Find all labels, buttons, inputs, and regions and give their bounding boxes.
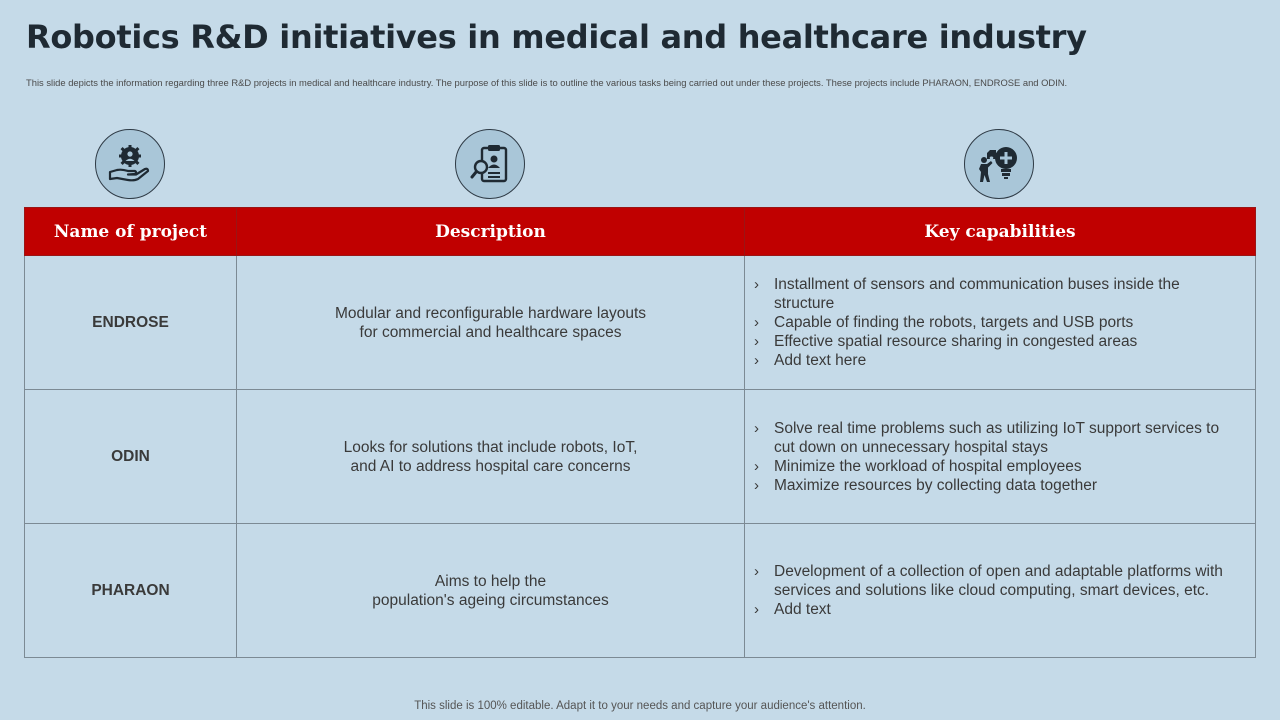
- description-line: for commercial and healthcare spaces: [359, 323, 622, 341]
- list-item: [754, 600, 1241, 619]
- bullet-chevron-icon: ›: [754, 352, 759, 369]
- bullet-chevron-icon: ›: [754, 563, 759, 580]
- project-description: [237, 256, 745, 390]
- capability-text: Minimize the workload of hospital employees: [774, 457, 1082, 475]
- list-item: [754, 275, 1241, 313]
- project-description: [237, 524, 745, 658]
- capabilities-list: [745, 562, 1255, 619]
- project-capabilities: [745, 390, 1256, 524]
- bullet-chevron-icon: ›: [754, 276, 759, 293]
- table-row: [25, 256, 1256, 390]
- hand-gear-person-icon: [95, 129, 165, 199]
- description-line: Modular and reconfigurable hardware layouts: [334, 304, 647, 322]
- bullet-chevron-icon: ›: [754, 419, 759, 437]
- list-item: [754, 476, 1241, 495]
- project-name: ODIN: [25, 390, 237, 524]
- header-name-of-project: Name of project: [25, 208, 237, 256]
- description-line: Aims to help the: [434, 572, 547, 590]
- bullet-chevron-icon: ›: [754, 314, 759, 331]
- list-item: [754, 351, 1241, 370]
- project-name: ENDROSE: [25, 256, 237, 390]
- bullet-chevron-icon: ›: [754, 601, 759, 618]
- header-key-capabilities: Key capabilities: [745, 208, 1256, 256]
- table-row: [25, 390, 1256, 524]
- slide-title: Robotics R&D initiatives in medical and healthcare industry: [26, 18, 1087, 56]
- list-item: [754, 332, 1241, 351]
- description-line: Looks for solutions that include robots, IoT,: [343, 438, 638, 456]
- list-item: [754, 562, 1241, 600]
- capability-text: Installment of sensors and communication buses inside the structure: [774, 276, 1180, 312]
- project-name: PHARAON: [25, 524, 237, 658]
- list-item: [754, 313, 1241, 332]
- table-row: [25, 524, 1256, 658]
- capability-text: Add text here: [774, 352, 867, 369]
- description-line: and AI to address hospital care concerns: [350, 457, 631, 475]
- person-puzzle-lightbulb-icon: [964, 129, 1034, 199]
- projects-table: [24, 207, 1256, 658]
- description-line: population's ageing circumstances: [372, 591, 609, 609]
- capabilities-list: [745, 419, 1255, 495]
- capability-text: Solve real time problems such as utilizing IoT support services to cut down on unnecessary hospital stays: [774, 419, 1220, 456]
- list-item: [754, 457, 1241, 476]
- project-capabilities: [745, 256, 1256, 390]
- capability-text: Development of a collection of open and adaptable platforms with services and solutions like cloud computing, smart devices, etc.: [774, 563, 1223, 599]
- header-description: Description: [237, 208, 745, 256]
- capability-text: Effective spatial resource sharing in congested areas: [774, 333, 1138, 350]
- table-header-row: [25, 208, 1256, 256]
- slide-subtitle: This slide depicts the information regarding three R&D projects in medical and healthcare industry. The purpose of this slide is to outline the various tasks being carried out under these projects. These projects include PHARAON, ENDROSE and ODIN.: [26, 77, 1068, 88]
- bullet-chevron-icon: ›: [754, 457, 759, 475]
- clipboard-search-person-icon: [455, 129, 525, 199]
- capability-text: Capable of finding the robots, targets and USB ports: [774, 314, 1134, 331]
- list-item: [754, 419, 1241, 457]
- bullet-chevron-icon: ›: [754, 333, 759, 350]
- bullet-chevron-icon: ›: [754, 476, 759, 494]
- slide-footer: This slide is 100% editable. Adapt it to your needs and capture your audience's attention.: [414, 700, 866, 712]
- project-capabilities: [745, 524, 1256, 658]
- project-description: [237, 390, 745, 524]
- capabilities-list: [745, 275, 1255, 370]
- capability-text: Maximize resources by collecting data together: [774, 476, 1098, 494]
- capability-text: Add text: [774, 601, 831, 618]
